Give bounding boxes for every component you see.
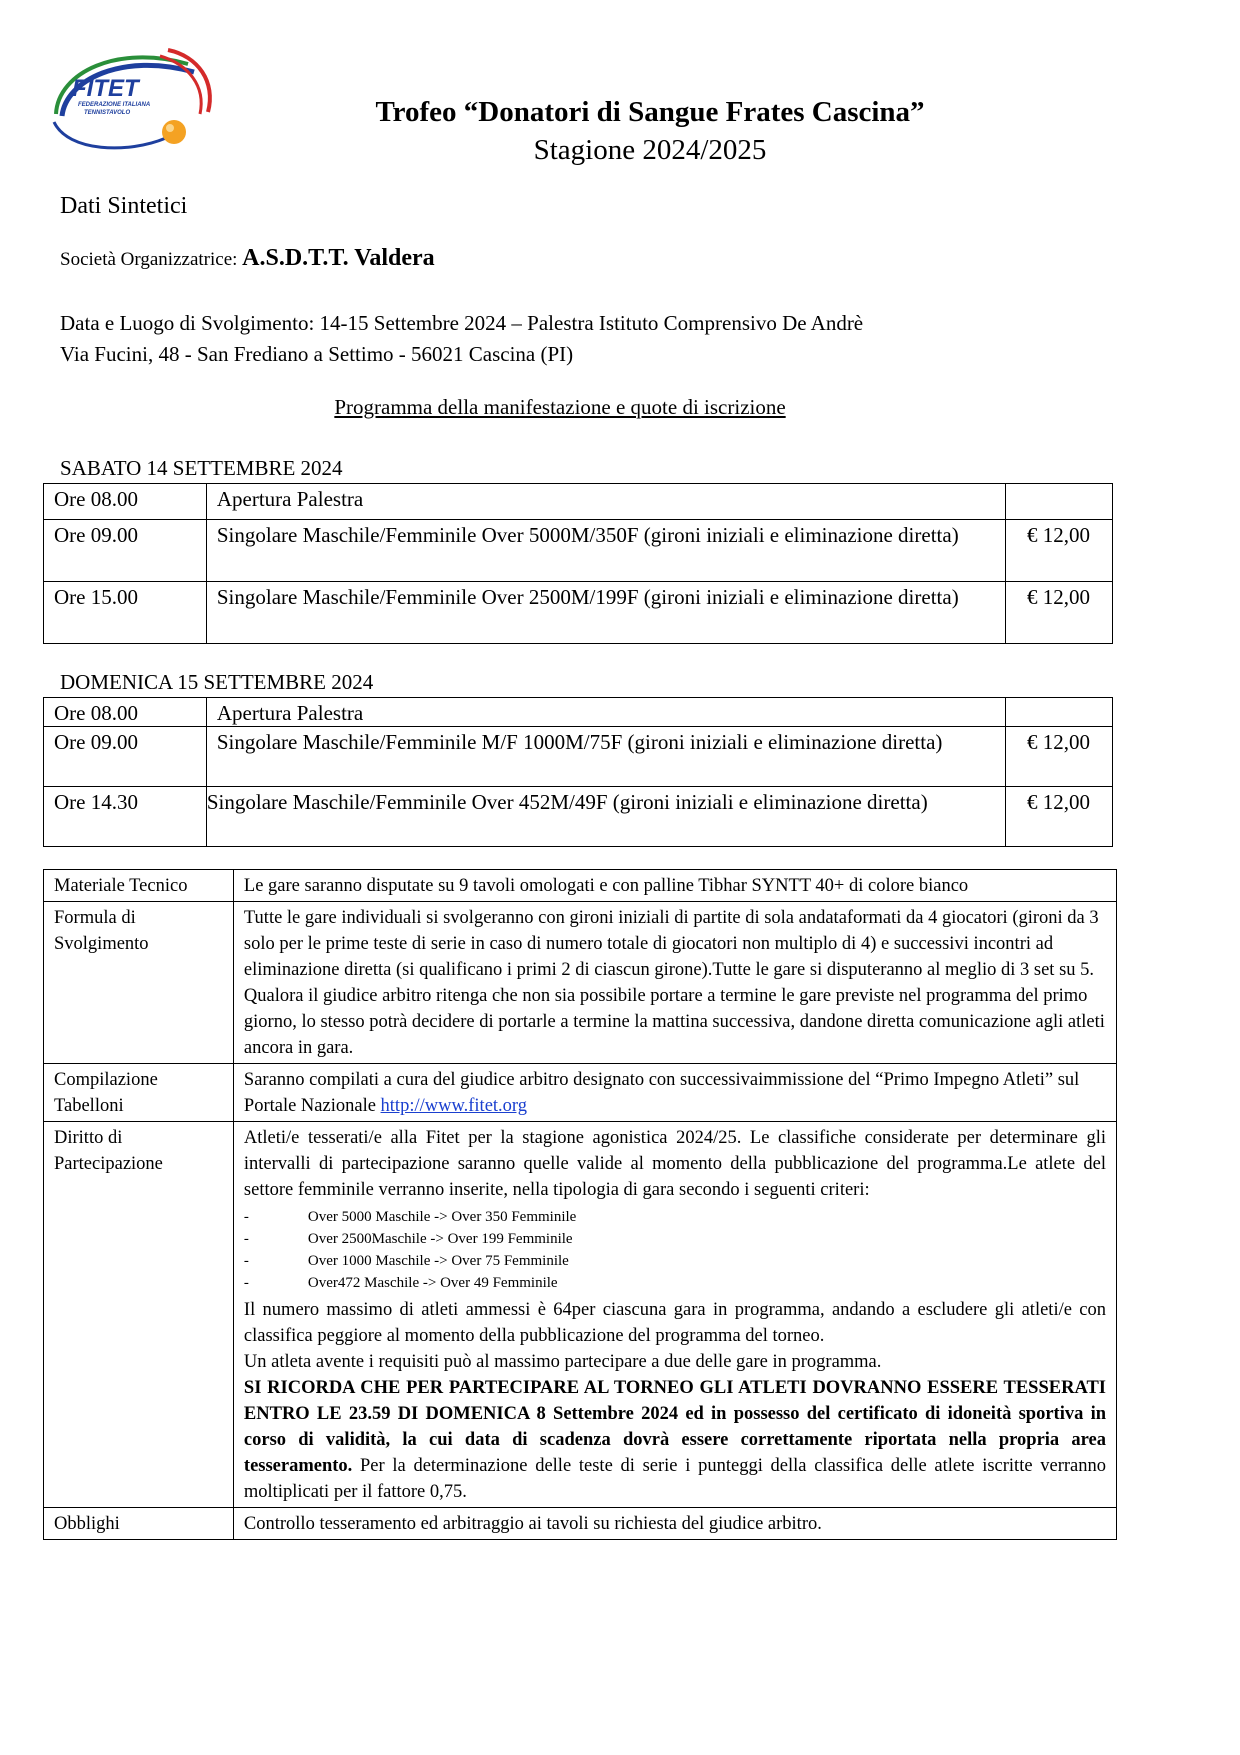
obblighi-label: Obblighi (44, 1508, 234, 1540)
price-cell (1006, 484, 1113, 520)
compilazione-text: Saranno compilati a cura del giudice arbitro designato con successivaimmissione del “Primo Impegno Atleti” sul Portale Nazionale (243, 1070, 1080, 1116)
list-item: - Over 5000 Maschile -> Over 350 Femminile (244, 1206, 1106, 1228)
diritto-bold-notice: SI RICORDA CHE PER PARTECIPARE AL TORNEO GLI ATLETI DOVRANNO ESSERE TESSERATI ENTRO LE 23.59 DI DOMENICA 8 Settembre 2024 ed in possesso del certificato di idoneità sportiva in corso di validità, la cui data di scadenza dovrà essere correttamente riportata nella propria area tesseramento. (243, 1378, 1106, 1476)
bullet: - (243, 1209, 249, 1225)
price-cell: € 12,00 (1006, 787, 1113, 847)
formula-text-1: Tutte le gare individuali si svolgeranno con gironi iniziali di partite di sola andataformati da 4 giocatori (gironi da 3 solo per le prime teste di serie in caso di numero totale di giocatori non multiplo di 4) e successivi incontri ad eliminazione diretta (si qualificano i primi 2 di ciascun girone).Tutte le gare si disputeranno al meglio di 3 set su 5. (243, 908, 1099, 980)
criteria-list (244, 1206, 1106, 1294)
time-cell: Ore 09.00 (44, 727, 207, 787)
date-place (60, 308, 863, 370)
diritto-text-4: Per la determinazione delle teste di serie i punteggi della classifica delle atlete iscritte verranno moltiplicati per il fattore 0,75. (243, 1456, 1107, 1502)
time-cell: Ore 09.00 (44, 520, 207, 582)
date-place-line1: Data e Luogo di Svolgimento: 14-15 Settembre 2024 – Palestra Istituto Comprensivo De Andrè (60, 311, 864, 335)
price-cell: € 12,00 (1006, 582, 1113, 644)
tournament-title: Trofeo “Donatori di Sangue Frates Cascina” (375, 96, 925, 128)
event-cell: Apertura Palestra (206, 484, 1005, 520)
price-cell: € 12,00 (1006, 520, 1113, 582)
compilazione-label: Compilazione Tabelloni (44, 1064, 234, 1122)
diritto-text-1: Atleti/e tesserati/e alla Fitet per la stagione agonistica 2024/25. Le classifiche considerate per determinare gli intervalli di partecipazione saranno quelle valide al momento della pubblicazione del programma.Le atlete del settore femminile verranno inserite, nella tipologia di gara secondo i seguenti criteri: (243, 1128, 1106, 1200)
event-cell: Apertura Palestra (206, 698, 1005, 727)
table-row (44, 727, 1113, 787)
saturday-schedule-table (43, 483, 1113, 644)
table-row (44, 582, 1113, 644)
table-row (44, 902, 1117, 1064)
event-cell: Singolare Maschile/Femminile M/F 1000M/75F (gironi iniziali e eliminazione diretta) (206, 727, 1005, 787)
time-cell: Ore 08.00 (44, 698, 207, 727)
table-row (44, 484, 1113, 520)
compilazione-cell (233, 1064, 1116, 1122)
event-cell: Singolare Maschile/Femminile Over 452M/49F (gironi iniziali e eliminazione diretta) (206, 787, 1005, 847)
table-row (44, 698, 1113, 727)
svg-text:FEDERAZIONE ITALIANA: FEDERAZIONE ITALIANA (78, 102, 151, 108)
materiale-label: Materiale Tecnico (44, 870, 234, 902)
table-row (44, 520, 1113, 582)
organizer-label: Società Organizzatrice: (60, 249, 238, 270)
event-cell: Singolare Maschile/Femminile Over 5000M/350F (gironi iniziali e eliminazione diretta) (206, 520, 1005, 582)
diritto-text-2: Il numero massimo di atleti ammessi è 64per ciascuna gara in programma, andando a escludere gli atleti/e con classifica peggiore al momento della pubblicazione del programma del torneo. (243, 1300, 1106, 1346)
bullet: - (243, 1231, 249, 1247)
logo-text: FITET (72, 75, 139, 102)
organizer-value: A.S.D.T.T. Valdera (242, 245, 435, 271)
list-item: - Over 1000 Maschile -> Over 75 Femminile (244, 1250, 1106, 1272)
bullet: - (243, 1275, 249, 1291)
time-cell: Ore 14.30 (44, 787, 207, 847)
table-row (44, 1122, 1117, 1508)
list-item: - Over472 Maschile -> Over 49 Femminile (244, 1272, 1106, 1294)
svg-text:TENNISTAVOLO: TENNISTAVOLO (84, 110, 131, 116)
bullet: - (243, 1253, 249, 1269)
time-cell: Ore 08.00 (44, 484, 207, 520)
season-title: Stagione 2024/2025 (533, 134, 767, 166)
fitet-link[interactable]: http://www.fitet.org (380, 1096, 527, 1116)
formula-text-2: Qualora il giudice arbitro ritenga che non sia possibile portare a termine le gare previste nel programma del primo giorno, lo stesso potrà decidere di portarle a termine la mattina successiva, dandone diretta comunicazione agli atleti ancora in gara. (243, 986, 1105, 1058)
formula-cell (233, 902, 1116, 1064)
event-cell: Singolare Maschile/Femminile Over 2500M/199F (gironi iniziali e eliminazione diretta) (206, 582, 1005, 644)
price-cell (1006, 698, 1113, 727)
time-cell: Ore 15.00 (44, 582, 207, 644)
formula-label: Formula di Svolgimento (44, 902, 234, 1064)
table-row (44, 1508, 1117, 1540)
table-row (44, 1064, 1117, 1122)
table-row (44, 787, 1113, 847)
date-place-line2: Via Fucini, 48 - San Frediano a Settimo - 56021 Cascina (PI) (60, 342, 574, 366)
list-item: - Over 2500Maschile -> Over 199 Femminile (244, 1228, 1106, 1250)
info-table (43, 869, 1117, 1540)
price-cell: € 12,00 (1006, 727, 1113, 787)
sunday-schedule-table (43, 697, 1113, 847)
summary-heading: Dati Sintetici (60, 193, 188, 219)
saturday-heading: SABATO 14 SETTEMBRE 2024 (60, 456, 343, 480)
obblighi-text: Controllo tesseramento ed arbitraggio ai tavoli su richiesta del giudice arbitro. (233, 1508, 1116, 1540)
diritto-cell (233, 1122, 1116, 1508)
diritto-text-3: Un atleta avente i requisiti può al massimo partecipare a due delle gare in programma. (243, 1352, 882, 1372)
table-row (44, 870, 1117, 902)
materiale-text: Le gare saranno disputate su 9 tavoli omologati e con palline Tibhar SYNTT 40+ di colore bianco (233, 870, 1116, 902)
program-title: Programma della manifestazione e quote di iscrizione (334, 395, 786, 419)
diritto-text-4-wrap (244, 1375, 1106, 1505)
diritto-label: Diritto di Partecipazione (44, 1122, 234, 1508)
organizer-line (60, 245, 435, 272)
sunday-heading: DOMENICA 15 SETTEMBRE 2024 (60, 670, 374, 694)
